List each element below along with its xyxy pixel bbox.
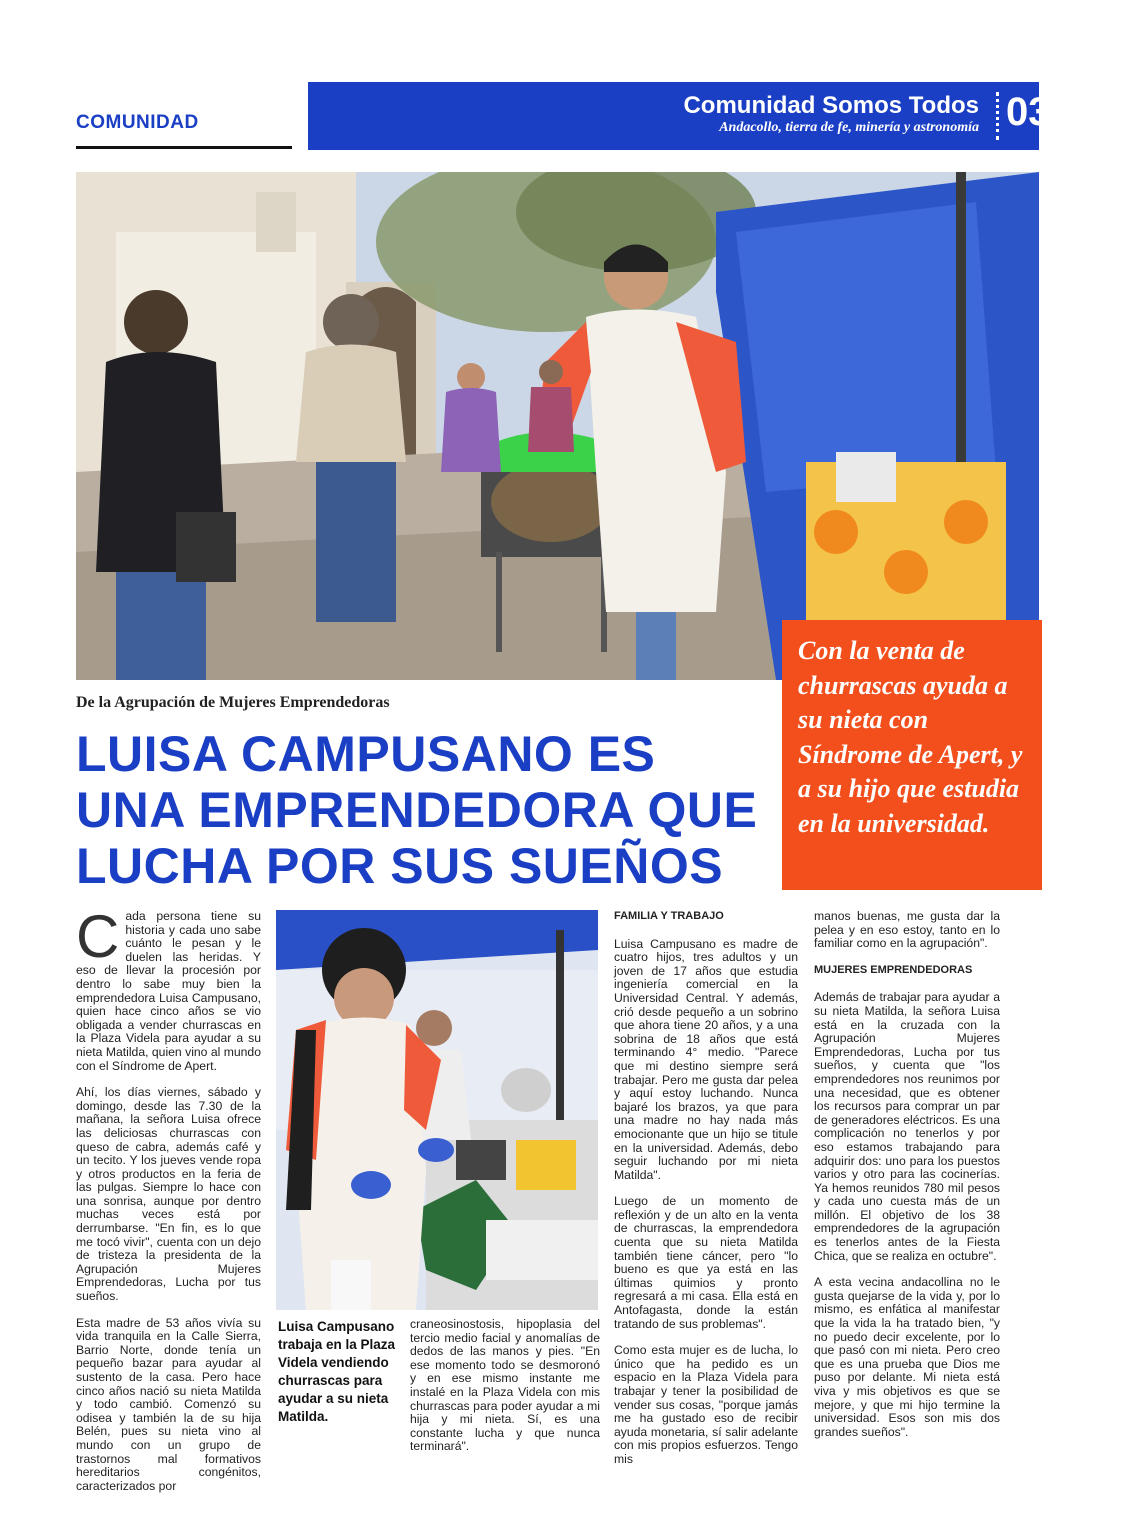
col4-paragraph-1: Además de trabajar para ayudar a su nieta Matilda, la señora Luisa está en la cruzada con la Agrupación Mujeres Emprendedoras, Lucha por tus sueños, y cuenta que "los emprendedores nos reunimos por una necesidad, que es obtener los recursos para comprar un par de generadores eléctricos. Es una complicación no tenerlos y por eso estamos trabajando para adquirir dos: uno para los puestos varios y otro para las cocinerías. Ya hemos reunidos 780 mil pesos y cada uno cuesta más de un millón. El objetivo de los 38 emprendedores de la agrupación es tenerlos antes de la Fiesta Chica, que se realiza en octubre".	[814, 990, 1000, 1263]
masthead	[308, 82, 1051, 150]
col2-paragraph-1: craneosinostosis, hipoplasia del tercio medio facial y anomalías de dedos de las manos y pies. "En ese momento todo se desmoronó y en ese mismo instante me instalé en la Plaza Videla con mis churrascas para poder ayudar a mi hija y mi nieta. Sí, es una constante lucha y que nunca terminará".	[410, 1317, 600, 1454]
col1-paragraph-2: Ahí, los días viernes, sábado y domingo, desde las 7.30 de la mañana, la señora Luisa ofrece las deliciosas churrascas con queso de cabra, además café y un tecito. Y los jueves vende ropa y otros productos en la feria de las pulgas. Siempre lo hace con una sonrisa, aunque por dentro muchas veces está por derrumbarse. "En fin, es lo que me tocó vivir", cuenta con un dejo de tristeza la presidenta de la Agrupación Mujeres Emprendedoras, Lucha por tus sueños.	[76, 1085, 261, 1304]
column-3	[614, 910, 798, 1480]
col4-paragraph-2: A esta vecina andacollina no le gusta quejarse de la vida y, por lo mismo, es enfática al manifestar que la vida la ha tratado bien, "y no puedo decir excelente, por lo que pasó con mi nieta. Pero creo que es una prueba que Dios me puso por delante. Mi nieta está viva y mis objetivos es que se mejore, y que mi hijo termine la universidad. Esos son mis dos grandes sueños".	[814, 1275, 1000, 1439]
article-kicker: De la Agrupación de Mujeres Emprendedoras	[76, 694, 390, 711]
page-number: 03	[1006, 90, 1051, 134]
masthead-title: Comunidad Somos Todos	[683, 92, 979, 119]
col3-paragraph-1: Luisa Campusano es madre de cuatro hijos, tres adultos y un joven de 17 años que estudia ingeniería comercial en la Universidad Central. Y además, crió desde pequeño a un sobrino que ahora tiene 20 años, y a una sobrina de 18 años que está terminando 4° medio. "Parece que mi destino siempre será trabajar. Pero me gusta dar pelea y aquí estoy luchando. Nunca bajaré los brazos, ya que para una madre no hay nada más emocionante que un hijo se titule en la universidad. Además, debo seguir luchando por mi nieta Matilda".	[614, 936, 798, 1182]
inset-photo	[276, 910, 598, 1310]
column-1	[76, 903, 261, 1506]
pullquote-box	[782, 620, 1042, 890]
drop-cap: C	[76, 903, 120, 970]
subhead-familia-trabajo: FAMILIA Y TRABAJO	[614, 910, 724, 922]
col1-p1-text: ada persona tiene su historia y cada uno sabe cuánto le pesan y le duelen las heridas. Y eso de llevar la procesión por dentro lo sabe muy bien la emprendedora Luisa Campusano, quien hace cinco años se vio obligada a vender churrascas en la Plaza Videla para ayudar a su nieta Matilda, quien vino al mundo con el Síndrome de Apert.	[76, 909, 261, 1073]
col1-paragraph-1	[76, 903, 261, 1073]
column-4	[814, 910, 1000, 1452]
section-rule	[76, 146, 292, 149]
subhead-mujeres-emprendedoras: MUJERES EMPRENDEDORAS	[814, 963, 973, 976]
pullquote-text: Con la venta de churrascas ayuda a su nieta con Síndrome de Apert, y a su hijo que estudia en la universidad.	[798, 636, 1023, 838]
section-label: COMUNIDAD	[76, 112, 199, 133]
main-photo-illustration	[76, 172, 1039, 680]
col4-paragraph-0: manos buenas, me gusta dar la pelea y en eso estoy, tanto en lo familiar como en la agrupación".	[814, 909, 1000, 951]
main-photo	[76, 172, 1039, 680]
inset-photo-illustration	[276, 910, 598, 1310]
article-headline: LUISA CAMPUSANO ES UNA EMPRENDEDORA QUE LUCHA POR SUS SUEÑOS	[76, 726, 758, 894]
column-2	[410, 1318, 600, 1467]
col3-paragraph-2: Luego de un momento de reflexión y de un alto en la venta de churrascas, la emprendedora cuenta que su nieta Matilda también tiene cáncer, pero "lo bueno es que ya está en las últimas quimios y pronto regresará a mi casa. Ella está en Antofagasta, donde la están tratando de sus problemas".	[614, 1194, 798, 1331]
col1-paragraph-3: Esta madre de 53 años vivía su vida tranquila en la Calle Sierra, Barrio Norte, donde tenía un pequeño bazar para ayudar al sustento de la casa. Pero hace cinco años nació su nieta Matilda y todo cambió. Comenzó su odisea y también la de su hija Belén, pues su nieta vino al mundo con un grupo de trastornos mal formativos hereditarios congénitos, caracterizados por	[76, 1315, 261, 1493]
col3-paragraph-3: Como esta mujer es de lucha, lo único que ha pedido es un espacio en la Plaza Videla para trabajar y tener la posibilidad de vender sus cosas, "porque jamás me ha gustado eso de recibir ayuda monetaria, sí salir adelante con mis propios esfuerzos. Tengo mis	[614, 1343, 798, 1466]
masthead-subtitle: Andacollo, tierra de fe, minería y astronomía	[719, 120, 979, 135]
masthead-divider	[996, 92, 999, 140]
photo-caption: Luisa Campusano trabaja en la Plaza Videla vendiendo churrascas para ayudar a su nieta Matilda.	[278, 1319, 396, 1424]
